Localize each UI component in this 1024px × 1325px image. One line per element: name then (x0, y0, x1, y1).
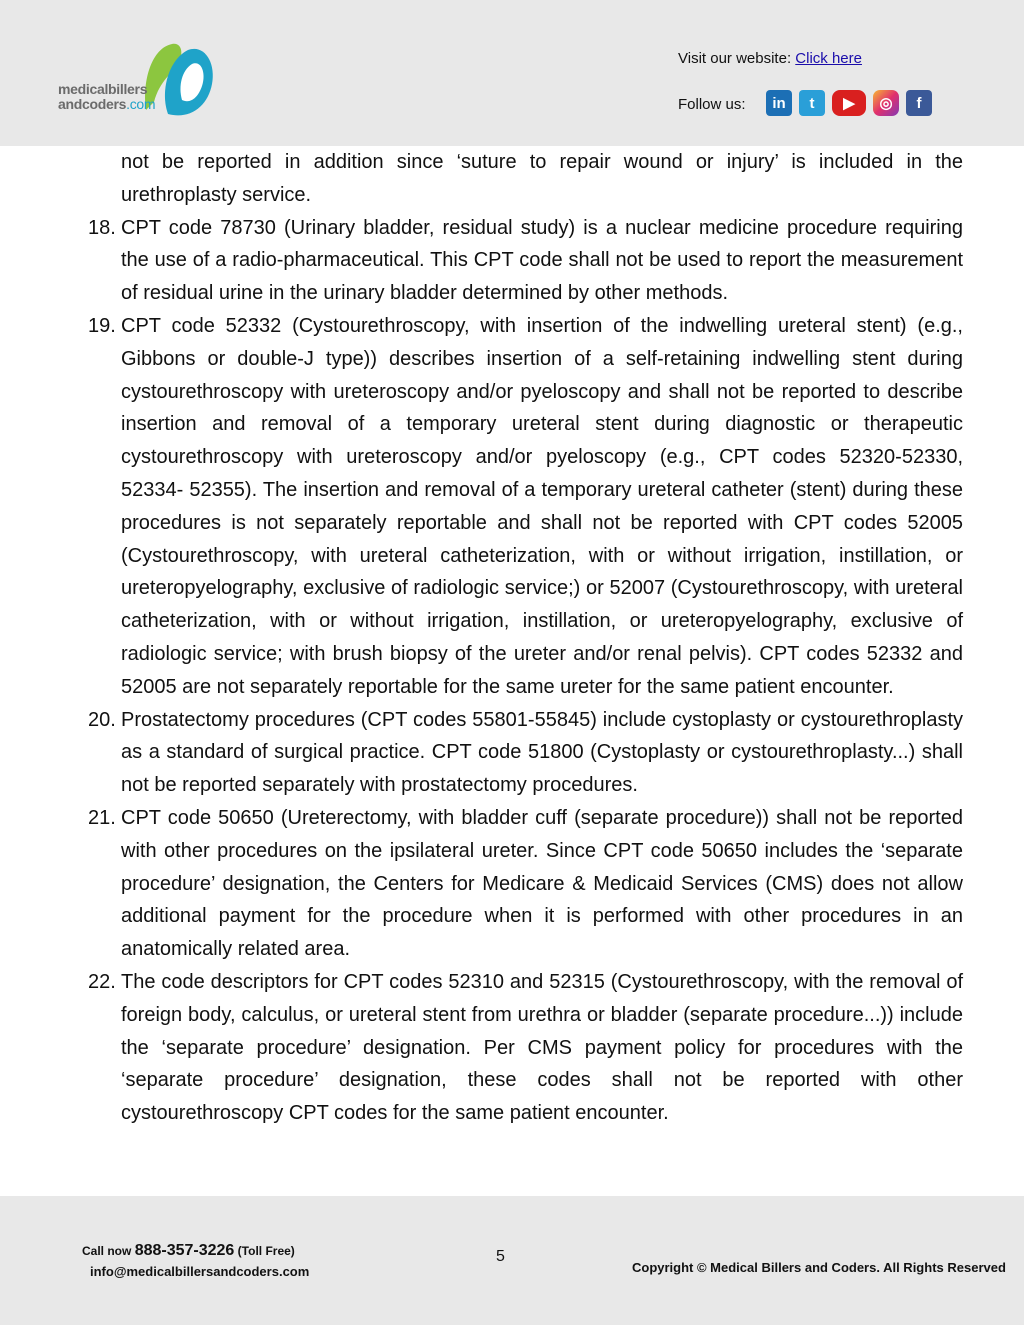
copyright-notice: Copyright © Medical Billers and Coders. All Rights Reserved (632, 1260, 1006, 1275)
logo-wordmark (58, 82, 155, 112)
list-number: 19. (88, 314, 116, 337)
page-number: 5 (496, 1248, 505, 1265)
instagram-icon[interactable]: ◎ (873, 90, 899, 116)
linkedin-icon[interactable]: in (766, 90, 792, 116)
list-text: CPT code 78730 (Urinary bladder, residual study) is a nuclear medicine procedure requiring the use of a radio-pharmaceutical. This CPT code shall not be used to report the measurement of residual urine in the urinary bladder determined by other methods. (121, 216, 963, 305)
follow-label: Follow us: (678, 96, 746, 113)
call-info (82, 1242, 295, 1260)
twitter-icon[interactable]: t (799, 90, 825, 116)
list-text: Prostatectomy procedures (CPT codes 55801-55845) include cystoplasty or cystourethroplasty as a standard of surgical practice. CPT code 51800 (Cystoplasty or cystourethroplasty...) shall not be reported separately with prostatectomy procedures. (121, 708, 963, 797)
logo-domain: .com (126, 96, 156, 112)
toll-free-label: (Toll Free) (237, 1244, 295, 1258)
call-label: Call now (82, 1244, 132, 1258)
social-links (766, 90, 932, 116)
list-number: 18. (88, 216, 116, 239)
page-content (0, 146, 1024, 1196)
company-logo[interactable] (58, 40, 218, 122)
logo-line-1: medicalbillers (58, 81, 148, 97)
list-text: CPT code 50650 (Ureterectomy, with bladder cuff (separate procedure)) shall not be reported with other procedures on the ipsilateral ureter. Since CPT code 50650 includes the ‘separate procedure’ designation, the Centers for Medicare & Medicaid Services (CMS) does not allow additional payment for the procedure when it is performed with other procedures in an anatomically related area. (121, 806, 963, 961)
logo-line-2 (58, 97, 155, 112)
visit-website (678, 50, 862, 67)
continuation-paragraph: not be reported in addition since ‘suture to repair wound or injury’ is included in the urethroplasty service. (121, 151, 963, 206)
website-link[interactable]: Click here (795, 50, 862, 67)
logo-line-2-text: andcoders (58, 96, 127, 112)
page-header (0, 0, 1024, 146)
list-item (88, 966, 963, 1130)
list-number: 20. (88, 708, 116, 731)
list-item (88, 310, 963, 704)
list-item (88, 212, 963, 310)
page-footer (0, 1196, 1024, 1325)
document-body (88, 146, 963, 1130)
list-item (88, 704, 963, 802)
facebook-icon[interactable]: f (906, 90, 932, 116)
phone-number[interactable]: 888-357-3226 (134, 1242, 235, 1259)
list-text: The code descriptors for CPT codes 52310 and 52315 (Cystourethroscopy, with the removal of foreign body, calculus, or ureteral stent from urethra or bladder (separate procedure...)) include the ‘separate procedure’ designation. Per CMS payment policy for procedures with the ‘separate procedure’ designation, these codes shall not be reported with other cystourethroscopy CPT codes for the same patient encounter. (121, 970, 963, 1125)
visit-label: Visit our website: (678, 50, 792, 67)
list-number: 21. (88, 806, 116, 829)
list-number: 22. (88, 970, 116, 993)
list-item (88, 802, 963, 966)
list-text: CPT code 52332 (Cystourethroscopy, with insertion of the indwelling ureteral stent) (e.g., Gibbons or double-J type)) describes insertion of a self-retaining indwelling stent during cystourethroscopy with ureteroscopy and/or pyeloscopy and shall not be reported to describe insertion and removal of a temporary ureteral stent during diagnostic or therapeutic cystourethroscopy with ureteroscopy and/or pyeloscopy (e.g., CPT codes 52320-52330, 52334- 52355). The insertion and removal of a temporary ureteral catheter (stent) during these procedures is not separately reportable and shall not be reported with CPT codes 52005 (Cystourethroscopy, with ureteral catheterization, with or without irrigation, instillation, or ureteropyelography, exclusive of radiologic service;) or 52007 (Cystourethroscopy, with ureteral catheterization, with or without irrigation, instillation, or ureteropyelography, exclusive of radiologic service; with brush biopsy of the ureter and/or renal pelvis). CPT codes 52332 and 52005 are not separately reportable for the same ureter for the same patient encounter. (121, 314, 963, 698)
youtube-icon[interactable]: ▶ (832, 90, 866, 116)
email-address[interactable]: info@medicalbillersandcoders.com (90, 1264, 310, 1279)
